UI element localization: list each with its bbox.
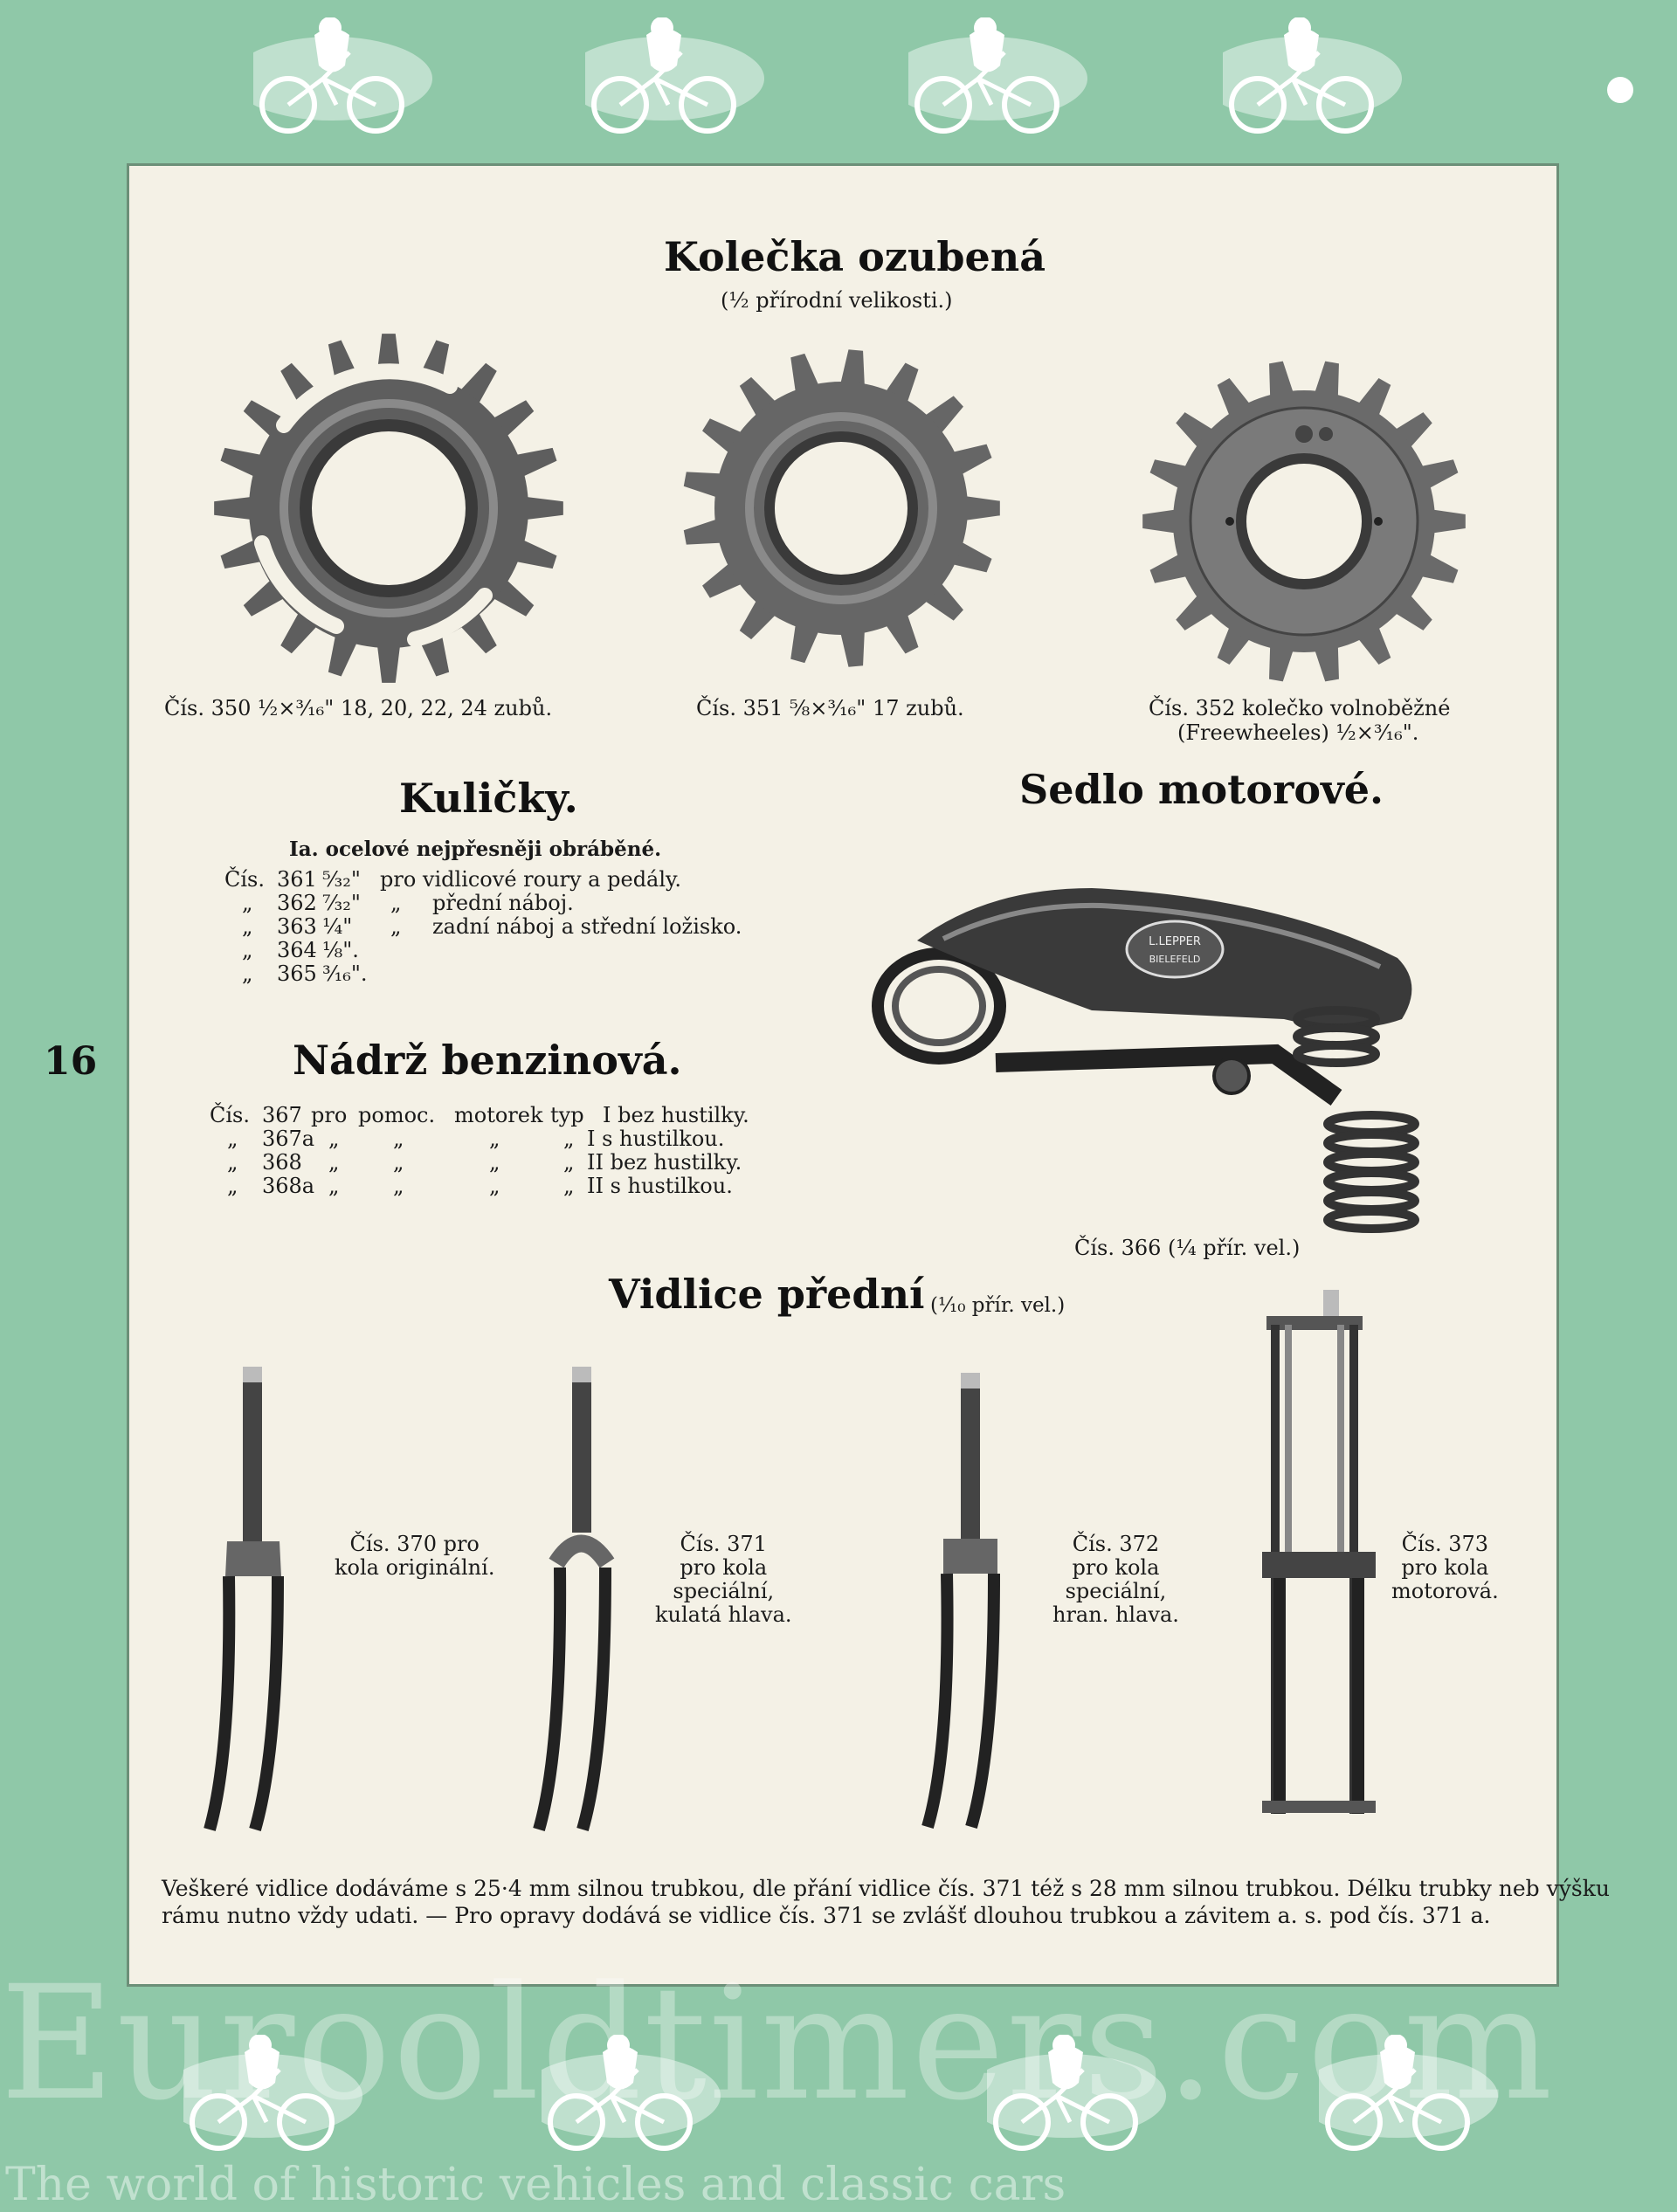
- row-number: 368: [262, 1150, 302, 1175]
- caption-line: Čís. 371: [680, 1532, 767, 1556]
- tank-title: Nádrž benzinová.: [293, 1037, 682, 1084]
- row-number: 367: [262, 1103, 302, 1127]
- row-ditto: „: [563, 1174, 575, 1198]
- sprockets-title: Kolečka ozubená: [664, 233, 1046, 280]
- caption-line: speciální,: [673, 1579, 775, 1603]
- caption-line: pro kola: [680, 1555, 768, 1580]
- cyclist-ornament-icon: [908, 17, 1109, 148]
- caption-line: Čís. 372: [1072, 1532, 1160, 1556]
- row-ditto: pomoc.: [358, 1103, 436, 1127]
- watermark-tagline: The world of historic vehicles and classic cars: [5, 2159, 1066, 2211]
- row-ditto: „: [489, 1127, 500, 1151]
- row-prefix: Čís.: [210, 1103, 250, 1127]
- saddle-brand-mark: BIELEFELD: [1149, 954, 1201, 965]
- sprocket-352-caption-line2: (Freewheeles) ½×³⁄₁₆".: [1177, 720, 1419, 745]
- tank-row: [210, 1175, 873, 1198]
- balls-title: Kuličky.: [399, 775, 578, 822]
- sprocket-351-image: [675, 342, 1007, 674]
- row-ditto: „: [563, 1150, 575, 1175]
- row-number: 361: [277, 867, 317, 892]
- balls-list: [224, 868, 888, 986]
- balls-row: [224, 939, 888, 962]
- row-description: I s hustilkou.: [587, 1127, 725, 1151]
- caption-line: pro kola: [1401, 1555, 1489, 1580]
- row-prefix: „: [242, 891, 253, 915]
- fork-371-caption: [655, 1533, 792, 1627]
- caption-line: motorová.: [1391, 1579, 1499, 1603]
- row-ditto: „: [393, 1150, 404, 1175]
- row-prefix: „: [242, 914, 253, 939]
- row-ditto: „: [390, 891, 402, 915]
- row-description: pro vidlicové roury a pedály.: [380, 867, 682, 892]
- row-ditto: typ: [550, 1103, 584, 1127]
- balls-subtitle: Ia. ocelové nejpřesněji obráběné.: [289, 837, 662, 861]
- caption-line: kulatá hlava.: [655, 1602, 792, 1627]
- row-prefix: „: [227, 1127, 238, 1151]
- page-number: 16: [44, 1039, 98, 1084]
- row-size: ¼": [322, 914, 353, 939]
- sprocket-352-caption: Čís. 352 kolečko volnoběžné: [1149, 696, 1451, 720]
- balls-row: [224, 892, 888, 915]
- row-size: ⁷⁄₃₂": [322, 891, 361, 915]
- row-description: II bez hustilky.: [587, 1150, 742, 1175]
- row-size: ⅛".: [322, 938, 359, 962]
- sprocket-350-caption: Čís. 350 ½×³⁄₁₆" 18, 20, 22, 24 zubů.: [164, 696, 553, 720]
- row-prefix: „: [227, 1150, 238, 1175]
- row-description: I bez hustilky.: [603, 1103, 749, 1127]
- row-ditto: „: [328, 1127, 340, 1151]
- row-ditto: „: [390, 914, 402, 939]
- sprocket-351-caption: Čís. 351 ⅝×³⁄₁₆" 17 zubů.: [696, 696, 964, 720]
- watermark-logo-text: Eurooldtimers.com: [0, 1953, 1555, 2135]
- caption-line: Čís. 373: [1401, 1532, 1489, 1556]
- row-description: přední náboj.: [432, 891, 574, 915]
- tank-row: [210, 1151, 873, 1175]
- punch-hole: [1607, 77, 1633, 103]
- footnote-line: Veškeré vidlice dodáváme s 25·4 mm silnou trubkou, dle přání vidlice čís. 371 též s 28 mm silnou trubkou. Délku trubky neb výšku: [162, 1876, 1610, 1901]
- row-ditto: motorek: [454, 1103, 543, 1127]
- cyclist-ornament-icon: [585, 17, 786, 148]
- row-ditto: pro: [311, 1103, 348, 1127]
- row-ditto: „: [393, 1127, 404, 1151]
- row-number: 362: [277, 891, 317, 915]
- row-number: 365: [277, 961, 317, 986]
- row-ditto: „: [393, 1174, 404, 1198]
- balls-row: [224, 868, 888, 892]
- fork-372-caption: [1052, 1533, 1179, 1627]
- row-description: II s hustilkou.: [587, 1174, 733, 1198]
- row-prefix: „: [227, 1174, 238, 1198]
- tank-row: [210, 1127, 873, 1151]
- saddle-title: Sedlo motorové.: [1019, 766, 1384, 813]
- fork-372-image: [917, 1373, 1031, 1836]
- fork-373-caption: [1391, 1533, 1499, 1603]
- row-number: 367a: [262, 1127, 315, 1151]
- row-description: zadní náboj a střední ložisko.: [432, 914, 742, 939]
- sprocket-350-image: [205, 325, 572, 692]
- row-size: ³⁄₁₆".: [322, 961, 368, 986]
- row-size: ⁵⁄₃₂": [322, 867, 361, 892]
- caption-line: pro kola: [1072, 1555, 1160, 1580]
- row-ditto: „: [563, 1127, 575, 1151]
- saddle-caption: Čís. 366 (¼ přír. vel.): [1074, 1236, 1301, 1260]
- caption-line: Čís. 370 pro: [349, 1532, 480, 1556]
- footnote-line: rámu nutno vždy udati. — Pro opravy dodává se vidlice čís. 371 se zvlášť dlouhou trubkou a závitem a. s. pod čís. 371 a.: [162, 1903, 1491, 1928]
- caption-line: kola originální.: [335, 1555, 495, 1580]
- row-prefix: „: [242, 961, 253, 986]
- forks-title: Vidlice přední: [609, 1271, 925, 1318]
- balls-row: [224, 962, 888, 986]
- row-ditto: „: [328, 1174, 340, 1198]
- cyclist-ornament-icon: [1223, 17, 1424, 148]
- forks-subtitle: (¹⁄₁₀ přír. vel.): [930, 1294, 1066, 1317]
- top-decorative-band: [0, 0, 1677, 162]
- row-ditto: „: [489, 1174, 500, 1198]
- caption-line: hran. hlava.: [1052, 1602, 1179, 1627]
- balls-row: [224, 915, 888, 939]
- row-prefix: Čís.: [224, 867, 265, 892]
- tank-list: [210, 1104, 873, 1198]
- fork-373-motor-image: [1253, 1290, 1384, 1840]
- catalog-page: [127, 163, 1610, 1987]
- row-ditto: „: [489, 1150, 500, 1175]
- fork-370-image: [201, 1367, 314, 1838]
- sprockets-subtitle: (½ přírodní velikosti.): [721, 288, 953, 313]
- row-prefix: „: [242, 938, 253, 962]
- fork-371-image: [528, 1367, 642, 1838]
- forks-footnote: [162, 1875, 1610, 1929]
- row-number: 363: [277, 914, 317, 939]
- row-ditto: „: [328, 1150, 340, 1175]
- cyclist-ornament-icon: [253, 17, 454, 148]
- saddle-brand-mark: L.LEPPER: [1149, 935, 1201, 948]
- sprocket-352-freewheel-image: [1138, 355, 1470, 687]
- row-number: 368a: [262, 1174, 315, 1198]
- tank-row: [210, 1104, 873, 1127]
- caption-line: speciální,: [1065, 1579, 1167, 1603]
- fork-370-caption: [335, 1533, 494, 1580]
- row-number: 364: [277, 938, 317, 962]
